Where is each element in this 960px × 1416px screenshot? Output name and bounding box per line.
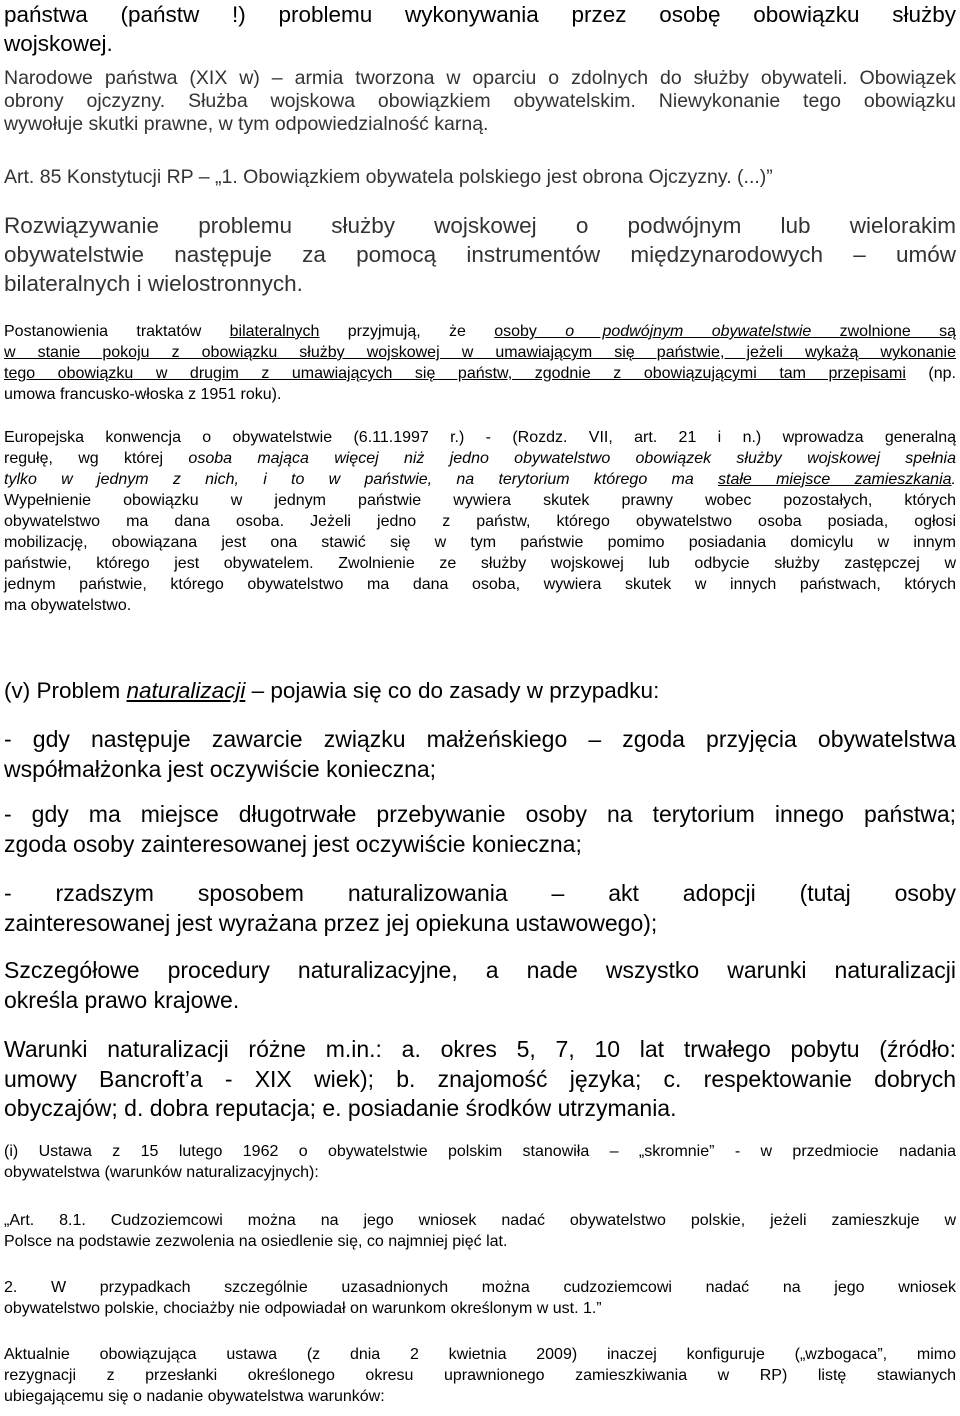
- paragraph-article-8-1: „Art. 8.1. Cudzoziemcowi można na jego wniosek nadać obywatelstwo polskie, jeżeli zamieszkuje w Polsce na podstawie zezwolenia na osiedlenie się, co najmniej pięć lat.: [4, 1212, 956, 1250]
- paragraph-naturalization-conditions: Warunki naturalizacji różne m.in.: a. okres 5, 7, 10 lat trwałego pobytu (źródło: umowy Bancroft’a - XIX wiek); b. znajomość języka; c. respektowanie dobrych obyczajów; d. dobra reputacja; e. posiadanie środków utrzymania.: [4, 1036, 956, 1121]
- paragraph-military-service-intro: państwa (państw !) problemu wykonywania przez osobę obowiązku służby wojskowej.: [4, 2, 956, 56]
- list-item-long-residence: - gdy ma miejsce długotrwałe przebywanie osoby na terytorium innego państwa; zgoda osoby zainteresowanej jest oczywiście konieczna;: [4, 801, 956, 857]
- list-item-marriage: - gdy następuje zawarcie związku małżeńskiego – zgoda przyjęcia obywatelstwa współmałżonka jest oczywiście konieczna;: [4, 726, 956, 782]
- list-item-adoption: - rzadszym sposobem naturalizowania – akt adopcji (tutaj osoby zainteresowanej jest wyrażana przez jej opiekuna ustawowego);: [4, 880, 956, 936]
- heading-naturalization-problem: (v) Problem naturalizacji – pojawia się co do zasady w przypadku:: [4, 678, 660, 703]
- paragraph-act-1962: (i) Ustawa z 15 lutego 1962 o obywatelstwie polskim stanowiła – „skromnie” - w przedmiocie nadania obywatelstwa (warunków naturalizacyjnych):: [4, 1143, 956, 1181]
- paragraph-bilateral-treaties: Postanowienia traktatów bilateralnych przyjmują, że osoby o podwójnym obywatelstwie zwolnione są w stanie pokoju z obowiązku służby wojskowej w umawiającym się państwie, jeżeli wykażą wykonanie tego obowiązku w drugim z umawiających się państw, zgodnie z obowiązującymi tam przepisami (np. umowa francusko-włoska z 1951 roku).: [4, 323, 957, 403]
- paragraph-detailed-procedures: Szczegółowe procedury naturalizacyjne, a nade wszystko warunki naturalizacji określa prawo krajowe.: [4, 957, 956, 1013]
- paragraph-article-8-2: 2. W przypadkach szczególnie uzasadnionych można cudzoziemcowi nadać na jego wniosek obywatelstwo polskie, chociażby nie odpowiadał on warunkom określonym w ust. 1.”: [4, 1279, 956, 1317]
- paragraph-current-act-2009: Aktualnie obowiązująca ustawa (z dnia 2 kwietnia 2009) inaczej konfiguruje („wzbogaca”, mimo rezygnacji z przesłanki określonego okresu uprawnionego zamieszkiwania w RP) listę stawianych ubiegającemu się o nadanie obywatelstwa warunków:: [4, 1346, 956, 1405]
- paragraph-constitution-article-85: Art. 85 Konstytucji RP – „1. Obowiązkiem obywatela polskiego jest obrona Ojczyzny. (...)”: [4, 166, 773, 188]
- paragraph-dual-citizenship-solution: Rozwiązywanie problemu służby wojskowej o podwójnym lub wielorakim obywatelstwie następuje za pomocą instrumentów międzynarodowych – umów bilateralnych i wielostronnych.: [4, 213, 956, 296]
- paragraph-european-convention: Europejska konwencja o obywatelstwie (6.11.1997 r.) - (Rozdz. VII, art. 21 i n.) wprowadza generalną regułę, wg której osoba mająca więcej niż jedno obywatelstwo obowiązek służby wojskowej spełnia tylko w jednym z nich, i to w państwie, na terytorium którego ma stałe miejsce zamieszkania. Wypełnienie obowiązku w jednym państwie wywiera skutek prawny wobec pozostałych, których obywatelstwo ma dana osoba. Jeżeli jedno z państw, którego obywatelstwo osoba posiada, ogłosi mobilizację, obowiązana jest ona stawić się w tym państwie pomimo posiadania domicylu w innym państwie, którego jest obywatelem. Zwolnienie ze służby wojskowej lub odbycie służby zastępczej w jednym państwie, którego obywatelstwo ma dana osoba, wywiera skutek w innych państwach, których ma obywatelstwo.: [4, 429, 957, 614]
- paragraph-national-states: Narodowe państwa (XIX w) – armia tworzona w oparciu o zdolnych do służby obywateli. Obowiązek obrony ojczyzny. Służba wojskowa obowiązkiem obywatelskim. Niewykonanie tego obowiązku wywołuje skutki prawne, w tym odpowiedzialność karną.: [4, 67, 956, 135]
